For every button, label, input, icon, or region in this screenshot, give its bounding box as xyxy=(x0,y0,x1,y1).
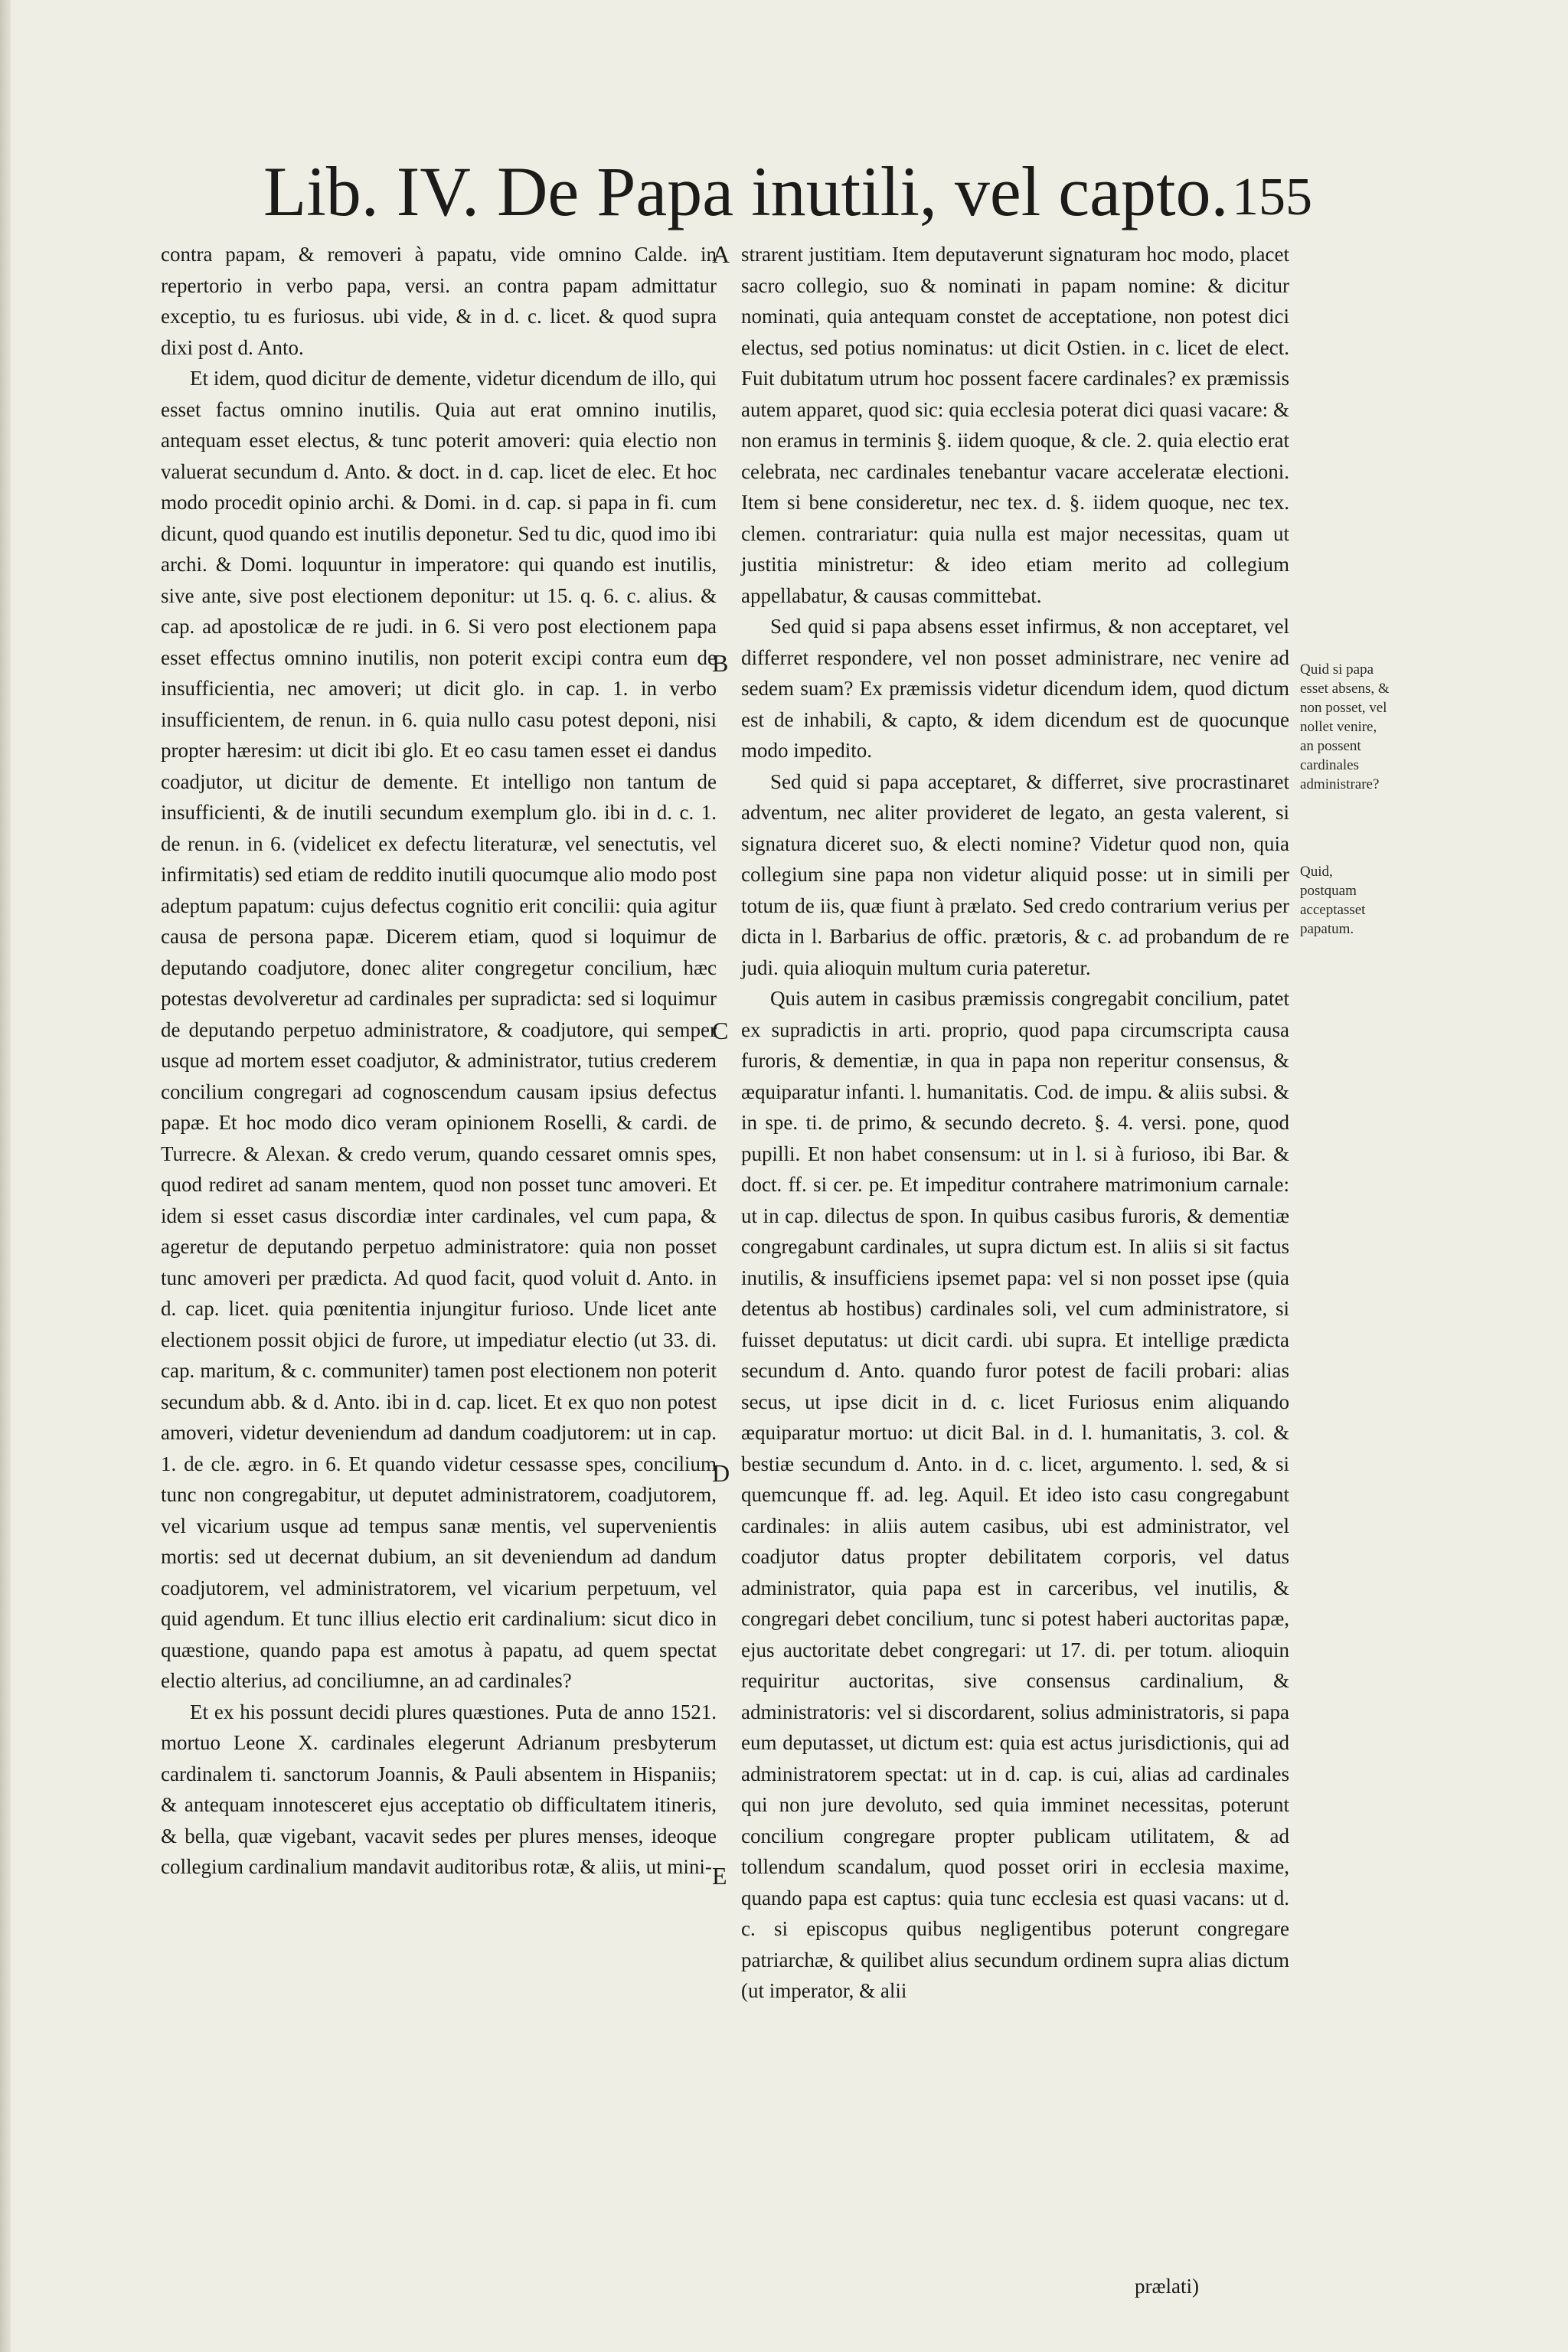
left-paragraph-1: contra papam, & removeri à papatu, vide omnino Calde. in repertorio in verbo papa, versi. an contra papam admittatur exceptio, tu es furiosus. ubi vide, & in d. c. licet. & quod supra dixi post d. Anto. xyxy=(161,243,717,359)
running-head xyxy=(263,145,1312,245)
right-column xyxy=(741,239,1289,2007)
margin-note-2: Quid, postquam acceptasset papatum. xyxy=(1300,864,1366,937)
section-letter-e: E xyxy=(712,1862,727,1890)
page-number: 155 xyxy=(1232,168,1312,227)
catchword: prælati) xyxy=(1135,2275,1199,2298)
scan-edge xyxy=(0,0,11,2352)
left-paragraph-2: Et idem, quod dicitur de demente, videtur dicendum de illo, qui esset factus omnino inutilis. Quia aut erat omnino inutilis, antequam esset electus, & tunc poterit amoveri: quia electio non valuerat secundum d. Anto. & doct. in d. cap. licet de elec. Et hoc modo procedit opinio archi. & Domi. in d. cap. si papa in fi. cum dicunt, quod quando est inutilis deponetur. Sed tu dic, quod imo ibi archi. & Domi. loquuntur in imperatore: qui quando est inutilis, sive ante, sive post electionem deponitur: ut 15. q. 6. c. alius. & cap. ad apostolicæ de re judi. in 6. Si vero post electionem papa esset effectus omnino inutilis, non poterit excipi contra eum de insufficientia, nec amoveri; ut dicit glo. in cap. 1. in verbo insufficientem, de renun. in 6. quia nullo casu potest deponi, nisi propter hæresim: ut dicit ibi glo. Et eo casu tamen esset ei dandus coadjutor, ut dicitur de demente. Et intelligo non tantum de insufficienti, & de inutili secundum exemplum glo. ibi in d. c. 1. de renun. in 6. (videlicet ex defectu literaturæ, vel senectutis, vel infirmitatis) sed etiam de reddito inutili quocumque alio modo post adeptum papatum: cujus defectus cognitio erit concilii: quia agitur causa de persona papæ. Dicerem etiam, quod si loquimur de deputando coadjutore, donec aliter congregetur concilium, hæc potestas devolveretur ad cardinales per supradicta: sed si loquimur de deputando perpetuo administratore, & coadjutore, qui semper usque ad mortem esset coadjutor, & administrator, tutius crederem concilium congregari ad cognoscendum causam ipsius defectus papæ. Et hoc modo dico veram opinionem Roselli, & cardi. de Turrecre. & Alexan. & credo verum, quando cessaret omnis spes, quod rediret ad sanam mentem, quod non posset tunc amoveri. Et idem si esset casus discordiæ inter cardinales, vel cum papa, & ageretur de deputando perpetuo administratore: quia non posset tunc amoveri per prædicta. Ad quod facit, quod voluit d. Anto. in d. cap. licet. quia pœnitentia injungitur furioso. Unde licet ante electionem possit objici de furore, ut impediatur electio (ut 33. di. cap. maritum, & c. communiter) tamen post electionem non poterit secundum abb. & d. Anto. ibi in d. cap. licet. Et ex quo non potest amoveri, videtur deveniendum ad dandum coadjutorem: ut in cap. 1. de cle. ægro. in 6. Et quando videtur cessasse spes, concilium tunc non congregabitur, ut deputet administratorem, coadjutorem, vel vicarium usque ad tempus sanæ mentis, vel supervenientis mortis: sed ut decernat dubium, an sit deveniendum ad dandum coadjutorem, vel administratorem, vel vicarium perpetuum, vel quid agendum. Et tunc illius electio erit cardinalium: sicut dico in quæstione, quando papa est amotus à papatu, ad quem spectat electio alterius, ad conciliumne, an ad cardinales? xyxy=(161,367,717,1692)
right-paragraph-2: Sed quid si papa absens esset infirmus, & non acceptaret, vel differret respondere, vel non posset administrare, nec venire ad sedem suam? Ex præmissis videtur dicendum idem, quod dictum est de inhabili, & capto, & idem dicendum est de quocunque modo impedito. xyxy=(741,615,1289,762)
section-letter-d: D xyxy=(712,1459,730,1487)
left-paragraph-3: Et ex his possunt decidi plures quæstiones. Puta de anno 1521. mortuo Leone X. cardinales elegerunt Adrianum presbyterum cardinalem ti. sanctorum Joannis, & Pauli absentem in Hispaniis; & antequam innotesceret ejus acceptatio ob difficultatem itineris, & bella, quæ vigebant, vacavit sedes per plures menses, ideoque collegium cardinalium mandavit auditoribus rotæ, & aliis, ut mini- xyxy=(161,1700,717,1878)
page-title: Lib. IV. De Papa inutili, vel capto. xyxy=(263,152,1229,230)
margin-note-1: Quid si papa esset absens, & non posset, vel nollet venire, an possent cardinales administrare? xyxy=(1300,662,1390,792)
section-letter-a: A xyxy=(712,240,730,268)
right-paragraph-1: strarent justitiam. Item deputaverunt signaturam hoc modo, placet sacro collegio, suo & nominati in papam nomine: & dicitur nominati, quia antequam constet de acceptatione, non potest dici electus, sed potius nominatus: ut dicit Ostien. in c. licet de elect. Fuit dubitatum utrum hoc possent facere cardinales? ex præmissis autem apparet, quod sic: quia ecclesia poterat dici quasi vacare: & non eramus in terminis §. iidem quoque, & cle. 2. quia electio erat celebrata, nec cardinales tenebantur vacare acceleratæ electioni. Item si bene consideretur, nec tex. d. §. iidem quoque, nec tex. clemen. contrariatur: quia nulla est major necessitas, quam ut justitia ministretur: & ideo etiam merito ad collegium appellabatur, & causas committebat. xyxy=(741,243,1289,607)
left-column xyxy=(161,239,717,1883)
right-paragraph-3: Sed quid si papa acceptaret, & differret, sive procrastinaret adventum, nec aliter provideret de legato, an gesta valerent, si signatura diceret suo, & electi nomine? Videtur quod non, quia collegium sine papa non videtur aliquid posse: ut in simili per totum de iis, quæ fiunt à prælato. Sed credo contrarium verius per dicta in l. Barbarius de offic. prætoris, & c. ad probandum de re judi. quia alioquin multum curia pateretur. xyxy=(741,769,1289,979)
right-paragraph-4: Quis autem in casibus præmissis congregabit concilium, patet ex supradictis in arti. proprio, quod papa circumscripta causa furoris, & dementiæ, in qua in papa non reperitur consensus, & æquiparatur infanti. l. humanitatis. Cod. de impu. & aliis subsi. & in spe. ti. de primo, & secundo decreto. §. 4. versi. pone, quod pupilli. Et non habet consensum: ut in l. si à furioso, ibi Bar. & doct. ff. si cer. pe. Et impeditur contrahere matrimonium carnale: ut in cap. dilectus de spon. In quibus casibus furoris, & dementiæ congregabunt cardinales, ut supra dictum est. In aliis si sit factus inutilis, & insufficiens ipsemet papa: vel si non posset ipse (quia detentus ab hostibus) cardinales soli, vel cum administratore, si fuisset deputatus: ut dicit cardi. ubi supra. Et intellige prædicta secundum d. Anto. quando furor potest de facili probari: alias secus, ut ipse dicit in d. c. licet Furiosus enim aliquando æquiparatur mortuo: ut dicit Bal. in d. l. humanitatis, 3. col. & bestiæ secundum d. Anto. in d. c. licet, argumento. l. sed, & si quemcunque ff. ad. leg. Aquil. Et ideo isto casu congregabunt cardinales: in aliis autem casibus, ubi est administrator, vel coadjutor datus propter debilitatem corporis, vel datus administrator, quia papa est in carceribus, vel inutilis, & congregari debet concilium, tunc si potest haberi auctoritas papæ, ejus auctoritate debet congregari: ut 17. di. per totum. alioquin requiritur auctoritas, sive consensus cardinalium, & administratoris: vel si discordarent, solius administratoris, si papa eum deputasset, ut dictum est: quia est actus jurisdictionis, qui ad administratorem spectat: ut in d. cap. is cui, alias ad cardinales qui non jure devoluto, sed quia imminet necessitas, poterunt concilium congregare propter publicam utilitatem, & ad tollendum scandalum, quod posset oriri in ecclesia maxime, quando papa est captus: quia tunc ecclesia est quasi vacans: ut d. c. si episcopus quibus negligentibus poterunt congregare patriarchæ, & quilibet alius secundum ordinem supra alias dictum (ut imperator, & alii xyxy=(741,987,1289,2002)
section-letter-b: B xyxy=(712,649,729,677)
section-letter-c: C xyxy=(712,1017,729,1044)
book-page xyxy=(11,0,1568,2352)
